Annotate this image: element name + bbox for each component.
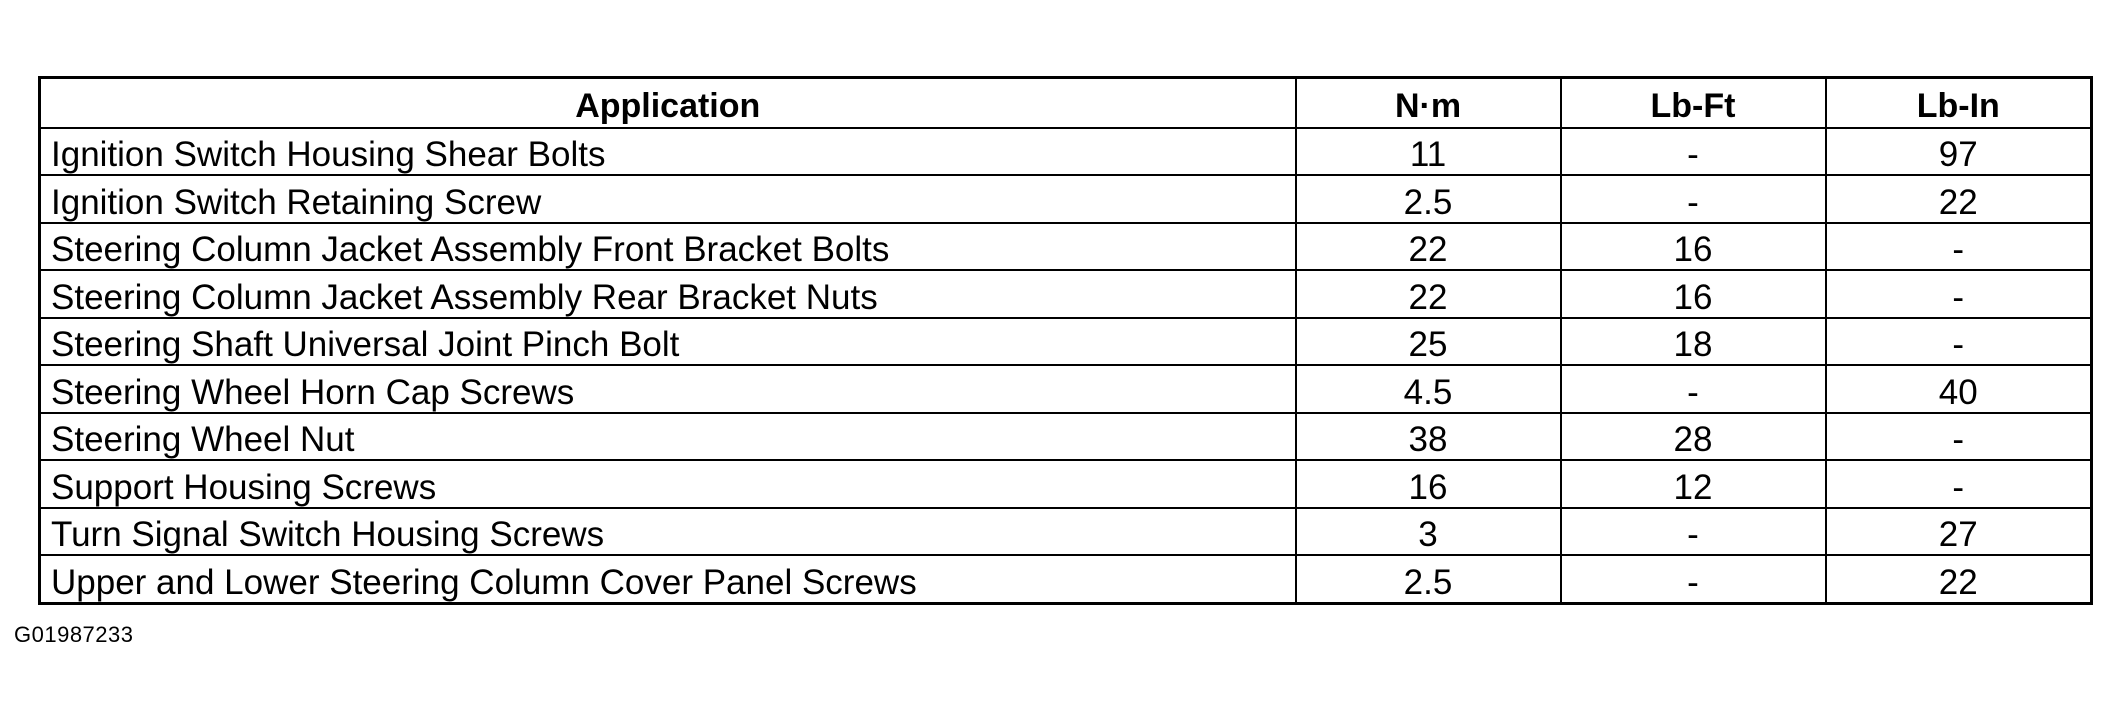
cell-lbin: 97 xyxy=(1826,128,2092,176)
cell-nm: 4.5 xyxy=(1296,365,1561,413)
cell-lbin: - xyxy=(1826,460,2092,508)
header-application: Application xyxy=(40,78,1296,128)
cell-lbft: - xyxy=(1561,175,1826,223)
table-row xyxy=(40,365,2092,413)
table-row xyxy=(40,413,2092,461)
table-header-row xyxy=(40,78,2092,128)
table-row xyxy=(40,175,2092,223)
table-row xyxy=(40,270,2092,318)
cell-lbft: 16 xyxy=(1561,223,1826,271)
cell-lbin: 22 xyxy=(1826,555,2092,603)
cell-lbft: 16 xyxy=(1561,270,1826,318)
cell-nm: 25 xyxy=(1296,318,1561,366)
table-row xyxy=(40,555,2092,603)
cell-nm: 2.5 xyxy=(1296,555,1561,603)
cell-application: Upper and Lower Steering Column Cover Panel Screws xyxy=(40,555,1296,603)
cell-nm: 11 xyxy=(1296,128,1561,176)
cell-application: Support Housing Screws xyxy=(40,460,1296,508)
cell-application: Steering Wheel Nut xyxy=(40,413,1296,461)
cell-application: Steering Shaft Universal Joint Pinch Bolt xyxy=(40,318,1296,366)
cell-nm: 22 xyxy=(1296,223,1561,271)
table-row xyxy=(40,128,2092,176)
cell-lbin: - xyxy=(1826,413,2092,461)
cell-lbin: 22 xyxy=(1826,175,2092,223)
cell-lbin: 40 xyxy=(1826,365,2092,413)
cell-lbft: - xyxy=(1561,365,1826,413)
table-row xyxy=(40,318,2092,366)
table-row xyxy=(40,460,2092,508)
cell-application: Ignition Switch Housing Shear Bolts xyxy=(40,128,1296,176)
cell-application: Steering Wheel Horn Cap Screws xyxy=(40,365,1296,413)
cell-application: Turn Signal Switch Housing Screws xyxy=(40,508,1296,556)
cell-application: Steering Column Jacket Assembly Rear Bracket Nuts xyxy=(40,270,1296,318)
cell-lbin: - xyxy=(1826,223,2092,271)
cell-nm: 38 xyxy=(1296,413,1561,461)
cell-application: Ignition Switch Retaining Screw xyxy=(40,175,1296,223)
cell-nm: 22 xyxy=(1296,270,1561,318)
table-row xyxy=(40,508,2092,556)
cell-lbft: - xyxy=(1561,128,1826,176)
torque-spec-table xyxy=(38,76,2093,605)
header-nm: N·m xyxy=(1296,78,1561,128)
cell-nm: 2.5 xyxy=(1296,175,1561,223)
cell-lbin: - xyxy=(1826,270,2092,318)
cell-lbft: - xyxy=(1561,555,1826,603)
cell-lbin: - xyxy=(1826,318,2092,366)
header-lbin: Lb-In xyxy=(1826,78,2092,128)
cell-application: Steering Column Jacket Assembly Front Bracket Bolts xyxy=(40,223,1296,271)
cell-lbft: 18 xyxy=(1561,318,1826,366)
figure-id-label: G01987233 xyxy=(14,622,134,647)
cell-lbft: - xyxy=(1561,508,1826,556)
table-row xyxy=(40,223,2092,271)
cell-nm: 3 xyxy=(1296,508,1561,556)
cell-lbin: 27 xyxy=(1826,508,2092,556)
header-lbft: Lb-Ft xyxy=(1561,78,1826,128)
cell-lbft: 12 xyxy=(1561,460,1826,508)
cell-lbft: 28 xyxy=(1561,413,1826,461)
cell-nm: 16 xyxy=(1296,460,1561,508)
